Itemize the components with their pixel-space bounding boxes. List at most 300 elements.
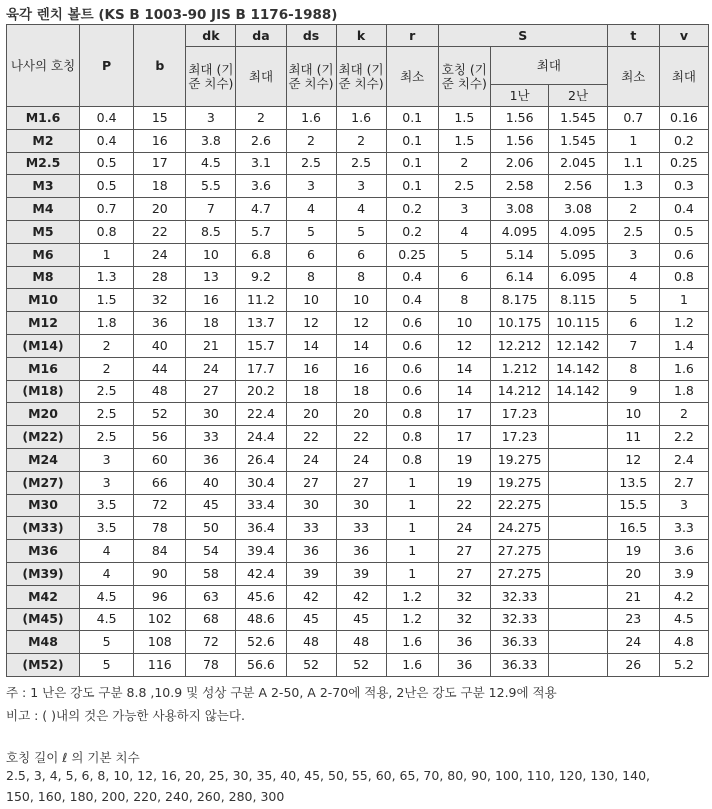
table-cell: 40 xyxy=(134,334,186,357)
table-cell: 5.14 xyxy=(490,243,548,266)
table-cell: 17 xyxy=(438,426,490,449)
table-row xyxy=(7,631,709,654)
table-cell: 3 xyxy=(80,448,134,471)
table-cell: 2.7 xyxy=(659,471,708,494)
table-cell: 27 xyxy=(438,562,490,585)
table-cell: 14.142 xyxy=(549,380,607,403)
table-cell: 36.33 xyxy=(490,631,548,654)
table-cell: 8 xyxy=(438,289,490,312)
header-v: v xyxy=(659,25,708,47)
table-cell: 2.5 xyxy=(80,403,134,426)
table-cell: 5 xyxy=(80,631,134,654)
table-cell: 0.7 xyxy=(80,198,134,221)
thread-size-cell: (M18) xyxy=(7,380,80,403)
header-b: b xyxy=(134,25,186,107)
header-da: da xyxy=(236,25,286,47)
table-cell: 4.095 xyxy=(490,220,548,243)
table-cell: 5 xyxy=(336,220,386,243)
thread-size-cell: M2.5 xyxy=(7,152,80,175)
table-cell: 2.5 xyxy=(438,175,490,198)
table-cell: 5.7 xyxy=(236,220,286,243)
header-r-sub: 최소 xyxy=(386,47,438,107)
table-row xyxy=(7,380,709,403)
table-cell: 27.275 xyxy=(490,540,548,563)
table-cell: 7 xyxy=(607,334,659,357)
table-cell: 17 xyxy=(438,403,490,426)
table-cell xyxy=(549,562,607,585)
table-cell: 33.4 xyxy=(236,494,286,517)
table-cell: 24 xyxy=(134,243,186,266)
thread-size-cell: M12 xyxy=(7,312,80,335)
table-cell: 4.095 xyxy=(549,220,607,243)
table-cell: 3 xyxy=(659,494,708,517)
table-cell: 3.8 xyxy=(186,129,236,152)
table-cell: 1 xyxy=(386,517,438,540)
table-cell: 6.14 xyxy=(490,266,548,289)
table-cell: 0.16 xyxy=(659,107,708,130)
table-cell: 0.1 xyxy=(386,152,438,175)
table-cell: 39 xyxy=(336,562,386,585)
table-row xyxy=(7,585,709,608)
table-cell: 0.25 xyxy=(659,152,708,175)
length-values-line1: 2.5, 3, 4, 5, 6, 8, 10, 12, 16, 20, 25, 30, 35, 40, 45, 50, 55, 60, 65, 70, 80, 90, 100, 110, 120, 130, 140, xyxy=(6,768,651,783)
table-cell: 14 xyxy=(286,334,336,357)
table-cell: 27 xyxy=(438,540,490,563)
table-row xyxy=(7,198,709,221)
table-cell: 42 xyxy=(336,585,386,608)
table-cell: 1.2 xyxy=(386,585,438,608)
table-cell: 32.33 xyxy=(490,608,548,631)
table-body xyxy=(7,107,709,677)
table-cell: 28 xyxy=(134,266,186,289)
table-cell: 2 xyxy=(236,107,286,130)
table-cell: 19 xyxy=(438,471,490,494)
table-cell: 1 xyxy=(386,540,438,563)
length-values-line2: 150, 160, 180, 200, 220, 240, 260, 280, 300 xyxy=(6,789,285,804)
table-cell: 8 xyxy=(286,266,336,289)
table-cell: 45 xyxy=(286,608,336,631)
table-row xyxy=(7,312,709,335)
table-cell: 32 xyxy=(134,289,186,312)
table-cell: 6 xyxy=(607,312,659,335)
header-s: S xyxy=(438,25,607,47)
table-cell: 96 xyxy=(134,585,186,608)
header-v-sub: 최대 xyxy=(659,47,708,107)
table-cell: 3 xyxy=(286,175,336,198)
thread-size-cell: M5 xyxy=(7,220,80,243)
table-row xyxy=(7,152,709,175)
table-cell: 2 xyxy=(607,198,659,221)
table-cell: 0.1 xyxy=(386,129,438,152)
table-cell: 39 xyxy=(286,562,336,585)
table-cell: 1.1 xyxy=(607,152,659,175)
table-cell: 0.4 xyxy=(80,129,134,152)
table-cell: 24 xyxy=(336,448,386,471)
table-cell: 2.6 xyxy=(236,129,286,152)
table-cell xyxy=(549,608,607,631)
table-cell: 2.5 xyxy=(336,152,386,175)
thread-size-cell: M10 xyxy=(7,289,80,312)
table-cell: 0.25 xyxy=(386,243,438,266)
table-cell: 0.2 xyxy=(386,220,438,243)
table-cell: 2 xyxy=(80,357,134,380)
table-cell: 60 xyxy=(134,448,186,471)
table-cell: 5.095 xyxy=(549,243,607,266)
table-cell: 1.212 xyxy=(490,357,548,380)
table-cell: 12 xyxy=(438,334,490,357)
table-cell xyxy=(549,494,607,517)
table-cell: 1.5 xyxy=(438,107,490,130)
table-cell: 72 xyxy=(134,494,186,517)
table-row xyxy=(7,175,709,198)
table-cell: 1.3 xyxy=(607,175,659,198)
table-cell: 0.2 xyxy=(659,129,708,152)
thread-size-cell: (M22) xyxy=(7,426,80,449)
table-row xyxy=(7,129,709,152)
thread-size-cell: M42 xyxy=(7,585,80,608)
table-cell: 3.08 xyxy=(490,198,548,221)
table-cell xyxy=(549,631,607,654)
table-cell: 4.5 xyxy=(659,608,708,631)
table-cell: 13.7 xyxy=(236,312,286,335)
table-cell: 0.6 xyxy=(386,312,438,335)
table-cell: 20 xyxy=(607,562,659,585)
table-cell: 5 xyxy=(607,289,659,312)
table-cell: 16 xyxy=(186,289,236,312)
table-cell: 4 xyxy=(80,540,134,563)
table-cell: 45.6 xyxy=(236,585,286,608)
table-cell: 66 xyxy=(134,471,186,494)
table-cell: 9 xyxy=(607,380,659,403)
table-cell: 4 xyxy=(80,562,134,585)
table-cell: 0.4 xyxy=(386,266,438,289)
table-cell: 1.6 xyxy=(386,631,438,654)
table-cell: 52 xyxy=(134,403,186,426)
table-cell: 24 xyxy=(186,357,236,380)
table-cell: 27 xyxy=(336,471,386,494)
table-cell: 20.2 xyxy=(236,380,286,403)
table-cell: 16 xyxy=(134,129,186,152)
table-cell: 1.2 xyxy=(386,608,438,631)
table-cell: 45 xyxy=(186,494,236,517)
table-cell: 13.5 xyxy=(607,471,659,494)
table-cell: 22 xyxy=(336,426,386,449)
table-cell: 36 xyxy=(134,312,186,335)
table-cell: 1 xyxy=(607,129,659,152)
header-ds-sub: 최대 (기준 치수) xyxy=(286,47,336,107)
table-cell: 3 xyxy=(80,471,134,494)
remark-parentheses: 비고 : ( )내의 것은 가능한 사용하지 않는다. xyxy=(6,708,245,723)
table-cell: 0.5 xyxy=(80,175,134,198)
table-cell: 2.2 xyxy=(659,426,708,449)
table-cell: 22.4 xyxy=(236,403,286,426)
table-cell: 5 xyxy=(80,654,134,677)
thread-size-cell: M1.6 xyxy=(7,107,80,130)
table-cell: 6 xyxy=(336,243,386,266)
table-row xyxy=(7,266,709,289)
table-cell: 4.8 xyxy=(659,631,708,654)
table-cell: 17.7 xyxy=(236,357,286,380)
thread-size-cell: M6 xyxy=(7,243,80,266)
table-cell: 36.33 xyxy=(490,654,548,677)
table-cell: 1 xyxy=(386,471,438,494)
table-cell: 30.4 xyxy=(236,471,286,494)
table-cell: 22 xyxy=(438,494,490,517)
table-row xyxy=(7,562,709,585)
thread-size-cell: (M27) xyxy=(7,471,80,494)
table-cell: 30 xyxy=(186,403,236,426)
table-cell xyxy=(549,426,607,449)
table-cell: 48 xyxy=(286,631,336,654)
table-cell: 2 xyxy=(80,334,134,357)
table-cell: 54 xyxy=(186,540,236,563)
table-cell: 20 xyxy=(336,403,386,426)
table-cell: 36 xyxy=(186,448,236,471)
table-cell: 22.275 xyxy=(490,494,548,517)
header-ds: ds xyxy=(286,25,336,47)
table-cell xyxy=(549,448,607,471)
table-cell: 39.4 xyxy=(236,540,286,563)
table-row xyxy=(7,220,709,243)
table-cell: 26 xyxy=(607,654,659,677)
table-cell: 0.7 xyxy=(607,107,659,130)
table-cell: 19.275 xyxy=(490,471,548,494)
table-cell: 0.1 xyxy=(386,175,438,198)
table-row xyxy=(7,494,709,517)
table-cell: 2 xyxy=(336,129,386,152)
table-cell: 27 xyxy=(286,471,336,494)
table-cell: 4.2 xyxy=(659,585,708,608)
table-cell: 0.4 xyxy=(80,107,134,130)
table-cell: 10 xyxy=(286,289,336,312)
table-cell: 4 xyxy=(438,220,490,243)
table-cell: 58 xyxy=(186,562,236,585)
table-cell: 1.5 xyxy=(80,289,134,312)
table-cell: 2 xyxy=(286,129,336,152)
table-cell: 11.2 xyxy=(236,289,286,312)
table-cell: 0.8 xyxy=(386,448,438,471)
table-cell: 1.3 xyxy=(80,266,134,289)
table-cell: 0.2 xyxy=(386,198,438,221)
table-cell: 1.545 xyxy=(549,129,607,152)
table-cell: 3 xyxy=(186,107,236,130)
table-cell: 22 xyxy=(134,220,186,243)
table-cell: 24 xyxy=(438,517,490,540)
table-cell: 56.6 xyxy=(236,654,286,677)
thread-size-cell: M30 xyxy=(7,494,80,517)
table-cell: 14 xyxy=(336,334,386,357)
table-cell: 30 xyxy=(336,494,386,517)
header-t: t xyxy=(607,25,659,47)
table-cell: 3.5 xyxy=(80,494,134,517)
table-cell: 72 xyxy=(186,631,236,654)
table-cell: 15 xyxy=(134,107,186,130)
table-cell: 3 xyxy=(607,243,659,266)
table-cell: 0.8 xyxy=(659,266,708,289)
table-cell: 16.5 xyxy=(607,517,659,540)
thread-size-cell: M2 xyxy=(7,129,80,152)
table-cell: 3.6 xyxy=(236,175,286,198)
table-cell: 36 xyxy=(286,540,336,563)
table-cell: 32 xyxy=(438,585,490,608)
table-cell: 26.4 xyxy=(236,448,286,471)
table-cell: 1.6 xyxy=(336,107,386,130)
table-cell: 14.142 xyxy=(549,357,607,380)
table-cell: 0.8 xyxy=(386,403,438,426)
table-cell: 1 xyxy=(659,289,708,312)
thread-size-cell: M4 xyxy=(7,198,80,221)
table-cell: 0.6 xyxy=(386,380,438,403)
table-cell: 1.545 xyxy=(549,107,607,130)
header-k-sub: 최대 (기준 치수) xyxy=(336,47,386,107)
table-cell: 32 xyxy=(438,608,490,631)
table-cell: 8.175 xyxy=(490,289,548,312)
table-cell: 1 xyxy=(386,494,438,517)
table-cell: 10 xyxy=(336,289,386,312)
table-cell: 4 xyxy=(336,198,386,221)
table-cell: 48 xyxy=(134,380,186,403)
header-r: r xyxy=(386,25,438,47)
table-cell: 36 xyxy=(336,540,386,563)
table-cell: 108 xyxy=(134,631,186,654)
table-cell: 5.5 xyxy=(186,175,236,198)
table-cell: 19 xyxy=(438,448,490,471)
table-cell: 1.56 xyxy=(490,107,548,130)
table-cell: 33 xyxy=(186,426,236,449)
table-cell: 10 xyxy=(438,312,490,335)
table-cell: 1.6 xyxy=(386,654,438,677)
table-cell: 3.6 xyxy=(659,540,708,563)
table-cell: 6 xyxy=(286,243,336,266)
thread-size-cell: M3 xyxy=(7,175,80,198)
table-cell: 23 xyxy=(607,608,659,631)
table-cell: 11 xyxy=(607,426,659,449)
page-title: 육각 렌치 볼트 (KS B 1003-90 JIS B 1176-1988) xyxy=(6,7,338,23)
table-cell: 33 xyxy=(286,517,336,540)
table-cell: 2 xyxy=(438,152,490,175)
table-cell: 16 xyxy=(336,357,386,380)
table-cell: 12 xyxy=(607,448,659,471)
table-cell: 7 xyxy=(186,198,236,221)
table-cell: 27 xyxy=(186,380,236,403)
table-row xyxy=(7,289,709,312)
table-cell: 8.115 xyxy=(549,289,607,312)
table-cell: 12 xyxy=(336,312,386,335)
table-cell: 8.5 xyxy=(186,220,236,243)
table-cell: 0.6 xyxy=(386,357,438,380)
table-cell: 12.142 xyxy=(549,334,607,357)
table-cell: 1.5 xyxy=(438,129,490,152)
table-cell: 19.275 xyxy=(490,448,548,471)
table-cell: 40 xyxy=(186,471,236,494)
table-cell: 5 xyxy=(438,243,490,266)
table-cell: 2.5 xyxy=(607,220,659,243)
header-p: P xyxy=(80,25,134,107)
table-cell: 2 xyxy=(659,403,708,426)
table-cell: 18 xyxy=(186,312,236,335)
table-cell: 4 xyxy=(607,266,659,289)
table-cell: 36 xyxy=(438,654,490,677)
table-cell: 2.5 xyxy=(80,380,134,403)
header-dk-sub: 최대 (기준 치수) xyxy=(186,47,236,107)
table-cell: 0.4 xyxy=(659,198,708,221)
table-cell: 1 xyxy=(386,562,438,585)
table-row xyxy=(7,426,709,449)
table-cell: 2.58 xyxy=(490,175,548,198)
table-cell: 8 xyxy=(336,266,386,289)
table-cell: 36.4 xyxy=(236,517,286,540)
table-row xyxy=(7,608,709,631)
table-row xyxy=(7,517,709,540)
table-cell: 4 xyxy=(286,198,336,221)
table-cell: 4.5 xyxy=(80,585,134,608)
header-t-sub: 최소 xyxy=(607,47,659,107)
table-cell xyxy=(549,471,607,494)
thread-size-cell: M48 xyxy=(7,631,80,654)
table-row xyxy=(7,540,709,563)
table-cell: 0.6 xyxy=(659,243,708,266)
table-row xyxy=(7,107,709,130)
table-cell: 4.5 xyxy=(80,608,134,631)
thread-size-cell: M8 xyxy=(7,266,80,289)
table-cell: 2.5 xyxy=(286,152,336,175)
table-cell: 42 xyxy=(286,585,336,608)
table-cell: 1 xyxy=(80,243,134,266)
table-cell: 6 xyxy=(438,266,490,289)
table-cell: 84 xyxy=(134,540,186,563)
table-cell: 3.08 xyxy=(549,198,607,221)
table-cell: 4.7 xyxy=(236,198,286,221)
table-cell: 12.212 xyxy=(490,334,548,357)
table-cell: 1.8 xyxy=(80,312,134,335)
table-row xyxy=(7,334,709,357)
table-cell: 48.6 xyxy=(236,608,286,631)
thread-size-cell: (M39) xyxy=(7,562,80,585)
table-cell: 5 xyxy=(286,220,336,243)
thread-size-cell: M20 xyxy=(7,403,80,426)
thread-size-cell: (M52) xyxy=(7,654,80,677)
table-cell: 30 xyxy=(286,494,336,517)
table-cell: 0.3 xyxy=(659,175,708,198)
table-cell: 48 xyxy=(336,631,386,654)
table-row xyxy=(7,654,709,677)
bolt-dimension-table xyxy=(6,24,709,677)
footnote-strength: 주 : 1 난은 강도 구분 8.8 ,10.9 및 성상 구분 A 2-50, A 2-70에 적용, 2난은 강도 구분 12.9에 적용 xyxy=(6,685,557,700)
table-cell: 78 xyxy=(134,517,186,540)
table-cell: 15.5 xyxy=(607,494,659,517)
table-cell: 50 xyxy=(186,517,236,540)
table-cell: 18 xyxy=(134,175,186,198)
table-cell: 52 xyxy=(336,654,386,677)
table-cell: 0.4 xyxy=(386,289,438,312)
table-cell: 2.4 xyxy=(659,448,708,471)
table-cell: 8 xyxy=(607,357,659,380)
table-cell: 52 xyxy=(286,654,336,677)
table-cell: 13 xyxy=(186,266,236,289)
table-cell: 22 xyxy=(286,426,336,449)
table-cell: 14 xyxy=(438,357,490,380)
table-cell: 3 xyxy=(336,175,386,198)
table-cell: 17.23 xyxy=(490,403,548,426)
table-cell: 0.8 xyxy=(80,220,134,243)
table-cell: 1.8 xyxy=(659,380,708,403)
table-cell: 15.7 xyxy=(236,334,286,357)
table-cell: 20 xyxy=(286,403,336,426)
header-s-col2: 2난 xyxy=(549,85,607,107)
table-cell: 2.045 xyxy=(549,152,607,175)
table-cell: 3.3 xyxy=(659,517,708,540)
table-cell: 2.56 xyxy=(549,175,607,198)
